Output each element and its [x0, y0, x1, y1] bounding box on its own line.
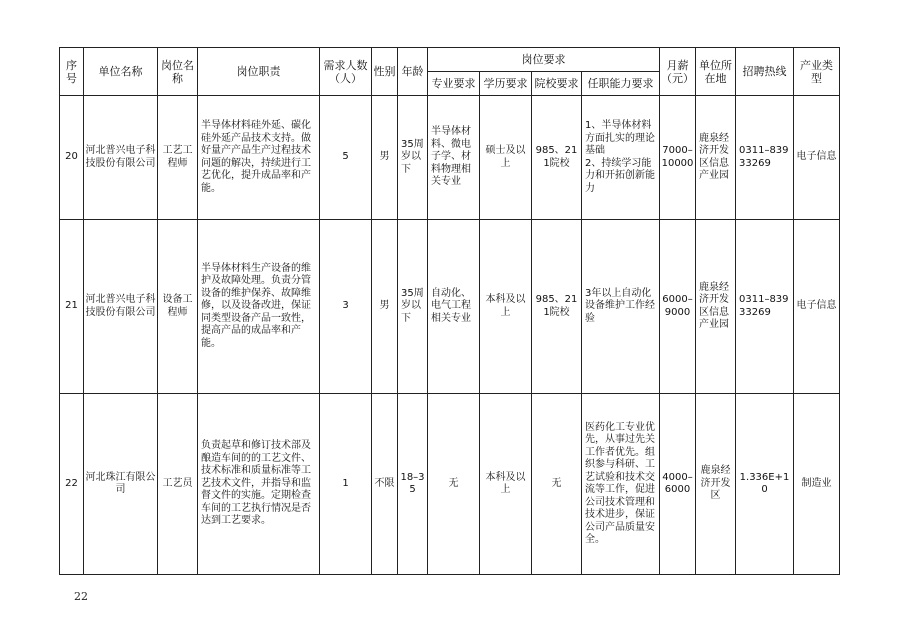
cell-age: 35周岁以下: [398, 96, 428, 220]
header-education: 学历要求: [480, 72, 532, 96]
cell-industry: 电子信息: [794, 96, 840, 220]
cell-seq: 21: [60, 220, 84, 394]
cell-unit: 河北普兴电子科技股份有限公司: [84, 96, 158, 220]
cell-unit: 河北珠江有限公司: [84, 394, 158, 575]
cell-gender: 男: [372, 96, 398, 220]
header-hotline: 招聘热线: [736, 48, 794, 96]
cell-age: 35周岁以下: [398, 220, 428, 394]
cell-hotline: 1.336E+10: [736, 394, 794, 575]
cell-education: 本科及以上: [480, 394, 532, 575]
table-row: [60, 220, 840, 394]
cell-duties: 负责起草和修订技术部及酿造车间的的工艺文件、技术标准和质量标准等工艺技术文件，并指导和监督文件的实施。定期检查车间的工艺执行情况是否达到工艺要求。: [198, 394, 320, 575]
cell-salary: 7000–10000: [660, 96, 696, 220]
header-count: 需求人数（人）: [320, 48, 372, 96]
header-seq: 序号: [60, 48, 84, 96]
cell-major: 自动化、电气工程相关专业: [428, 220, 480, 394]
cell-salary: 4000–6000: [660, 394, 696, 575]
table-row: [60, 394, 840, 575]
cell-ability: 医药化工专业优先，从事过先关工作者优先。组织参与科研、工艺试验和技术交流等工作，促进公司技术管理和技术进步，保证公司产品质量安全。: [582, 394, 660, 575]
header-school: 院校要求: [532, 72, 582, 96]
header-position: 岗位名称: [158, 48, 198, 96]
cell-age: 18–35: [398, 394, 428, 575]
header-industry: 产业类型: [794, 48, 840, 96]
cell-ability: 3年以上自动化设备维护工作经验: [582, 220, 660, 394]
cell-education: 本科及以上: [480, 220, 532, 394]
cell-gender: 不限: [372, 394, 398, 575]
header-gender: 性别: [372, 48, 398, 96]
cell-gender: 男: [372, 220, 398, 394]
cell-salary: 6000–9000: [660, 220, 696, 394]
cell-position: 工艺员: [158, 394, 198, 575]
header-salary: 月薪（元）: [660, 48, 696, 96]
cell-ability: 1、半导体材料方面扎实的理论基础 2、持续学习能力和开拓创新能力: [582, 96, 660, 220]
header-duties: 岗位职责: [198, 48, 320, 96]
cell-position: 设备工程师: [158, 220, 198, 394]
cell-seq: 20: [60, 96, 84, 220]
cell-location: 鹿泉经济开发区: [696, 394, 736, 575]
cell-hotline: 0311–83933269: [736, 96, 794, 220]
cell-duties: 半导体材料硅外延、碳化硅外延产品技术支持。做好量产产品生产过程技术问题的解决，持续进行工艺优化，提升成品率和产能。: [198, 96, 320, 220]
header-requirements-group: 岗位要求: [428, 48, 660, 72]
page-number: 22: [74, 590, 88, 603]
header-unit: 单位名称: [84, 48, 158, 96]
cell-count: 5: [320, 96, 372, 220]
table-body: [60, 96, 840, 575]
cell-duties: 半导体材料生产设备的维护及故障处理。负责分管设备的维护保养、故障维修，以及设备改进，保证同类型设备产品一致性，提高产品的成品率和产能。: [198, 220, 320, 394]
cell-industry: 制造业: [794, 394, 840, 575]
cell-school: 无: [532, 394, 582, 575]
cell-hotline: 0311–83933269: [736, 220, 794, 394]
cell-unit: 河北普兴电子科技股份有限公司: [84, 220, 158, 394]
cell-count: 3: [320, 220, 372, 394]
cell-school: 985、211院校: [532, 220, 582, 394]
cell-location: 鹿泉经济开发区信息产业园: [696, 96, 736, 220]
cell-position: 工艺工程师: [158, 96, 198, 220]
job-listing-table: [59, 47, 840, 575]
cell-education: 硕士及以上: [480, 96, 532, 220]
cell-industry: 电子信息: [794, 220, 840, 394]
cell-major: 无: [428, 394, 480, 575]
table-row: [60, 96, 840, 220]
cell-major: 半导体材料、微电子学、材料物理相关专业: [428, 96, 480, 220]
cell-school: 985、211院校: [532, 96, 582, 220]
header-age: 年龄: [398, 48, 428, 96]
cell-seq: 22: [60, 394, 84, 575]
header-major: 专业要求: [428, 72, 480, 96]
cell-count: 1: [320, 394, 372, 575]
cell-location: 鹿泉经济开发区信息产业园: [696, 220, 736, 394]
header-ability: 任职能力要求: [582, 72, 660, 96]
table-header: [60, 48, 840, 96]
header-location: 单位所在地: [696, 48, 736, 96]
